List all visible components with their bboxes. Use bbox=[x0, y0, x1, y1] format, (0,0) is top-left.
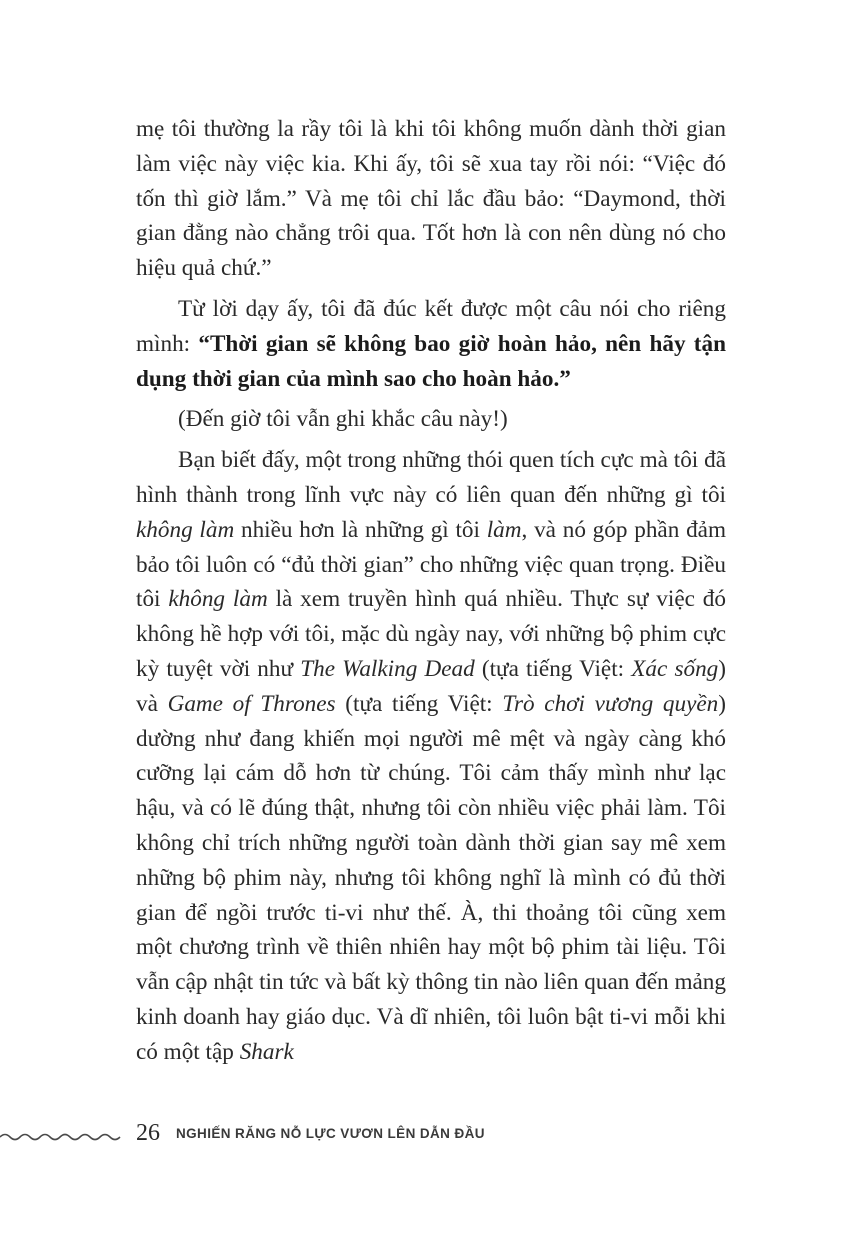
paragraph-3: (Đến giờ tôi vẫn ghi khắc câu này!) bbox=[178, 406, 508, 433]
italic-span: không làm bbox=[136, 516, 235, 543]
italic-span: làm bbox=[486, 516, 522, 543]
text-span: ) và bbox=[136, 655, 726, 717]
text-span: là xem truyền hình quá nhiều. Thực sự việc đó không hề hợp với tôi, mặc dù ngày nay, với những bộ phim cực kỳ tuyệt vời như bbox=[136, 586, 726, 682]
italic-title: Trò chơi vương quyền bbox=[502, 690, 719, 717]
text-span: (tựa tiếng Việt: bbox=[335, 690, 503, 717]
text-span: ) dường như đang khiến mọi người mê mệt và ngày càng khó cưỡng lại cám dỗ hơn từ chúng. Tôi cảm thấy mình như lạc hậu, và có lẽ đúng thật, nhưng tôi còn nhiều việc phải làm. Tôi không chỉ trích những người toàn dành thời gian say mê xem những bộ phim này, nhưng tôi không nghĩ là mình có đủ thời gian để ngồi trước ti-vi như thế. À, thi thoảng tôi cũng xem một chương trình về thiên nhiên hay một bộ phim tài liệu. Tôi vẫn cập nhật tin tức và bất kỳ thông tin nào liên quan đến mảng kinh doanh hay giáo dục. Và dĩ nhiên, tôi luôn bật ti-vi mỗi khi có một tập bbox=[136, 690, 726, 1065]
italic-title: Game of Thrones bbox=[167, 690, 336, 717]
bold-quote: “Thời gian sẽ không bao giờ hoàn hảo, nên hãy tận dụng thời gian của mình sao cho hoàn hảo.” bbox=[136, 330, 726, 392]
italic-title: Xác sống bbox=[631, 655, 719, 682]
wave-ornament-icon bbox=[0, 1130, 124, 1144]
paragraph-4 bbox=[136, 443, 726, 1069]
paragraph-1: mẹ tôi thường la rầy tôi là khi tôi không muốn dành thời gian làm việc này việc kia. Khi ấy, tôi sẽ xua tay rồi nói: “Việc đó tốn thì giờ lắm.” Và mẹ tôi chỉ lắc đầu bảo: “Daymond, thời gian đằng nào chẳng trôi qua. Tốt hơn là con nên dùng nó cho hiệu quả chứ.” bbox=[136, 116, 726, 282]
body-text bbox=[136, 112, 726, 1070]
running-title: NGHIẾN RĂNG NỖ LỰC VƯƠN LÊN DẪN ĐẦU bbox=[176, 1126, 485, 1141]
text-span: (tựa tiếng Việt: bbox=[474, 655, 632, 682]
italic-title: The Walking Dead bbox=[300, 655, 475, 682]
italic-span: không làm bbox=[168, 586, 268, 613]
page-number: 26 bbox=[136, 1120, 160, 1146]
text-span: Bạn biết đấy, một trong những thói quen tích cực mà tôi đã hình thành trong lĩnh vực này có liên quan đến những gì tôi bbox=[136, 447, 726, 508]
text-span: nhiều hơn là những gì tôi bbox=[234, 516, 487, 543]
text-span: , và nó góp phần đảm bảo tôi luôn có “đủ thời gian” cho những việc quan trọng. Điều tôi bbox=[136, 516, 726, 613]
page-footer bbox=[0, 1118, 844, 1158]
paragraph-2-lead: Từ lời dạy ấy, tôi đã đúc kết được một câu nói cho riêng mình: bbox=[136, 295, 726, 357]
italic-title: Shark bbox=[239, 1038, 294, 1065]
paragraph-2 bbox=[136, 292, 726, 396]
